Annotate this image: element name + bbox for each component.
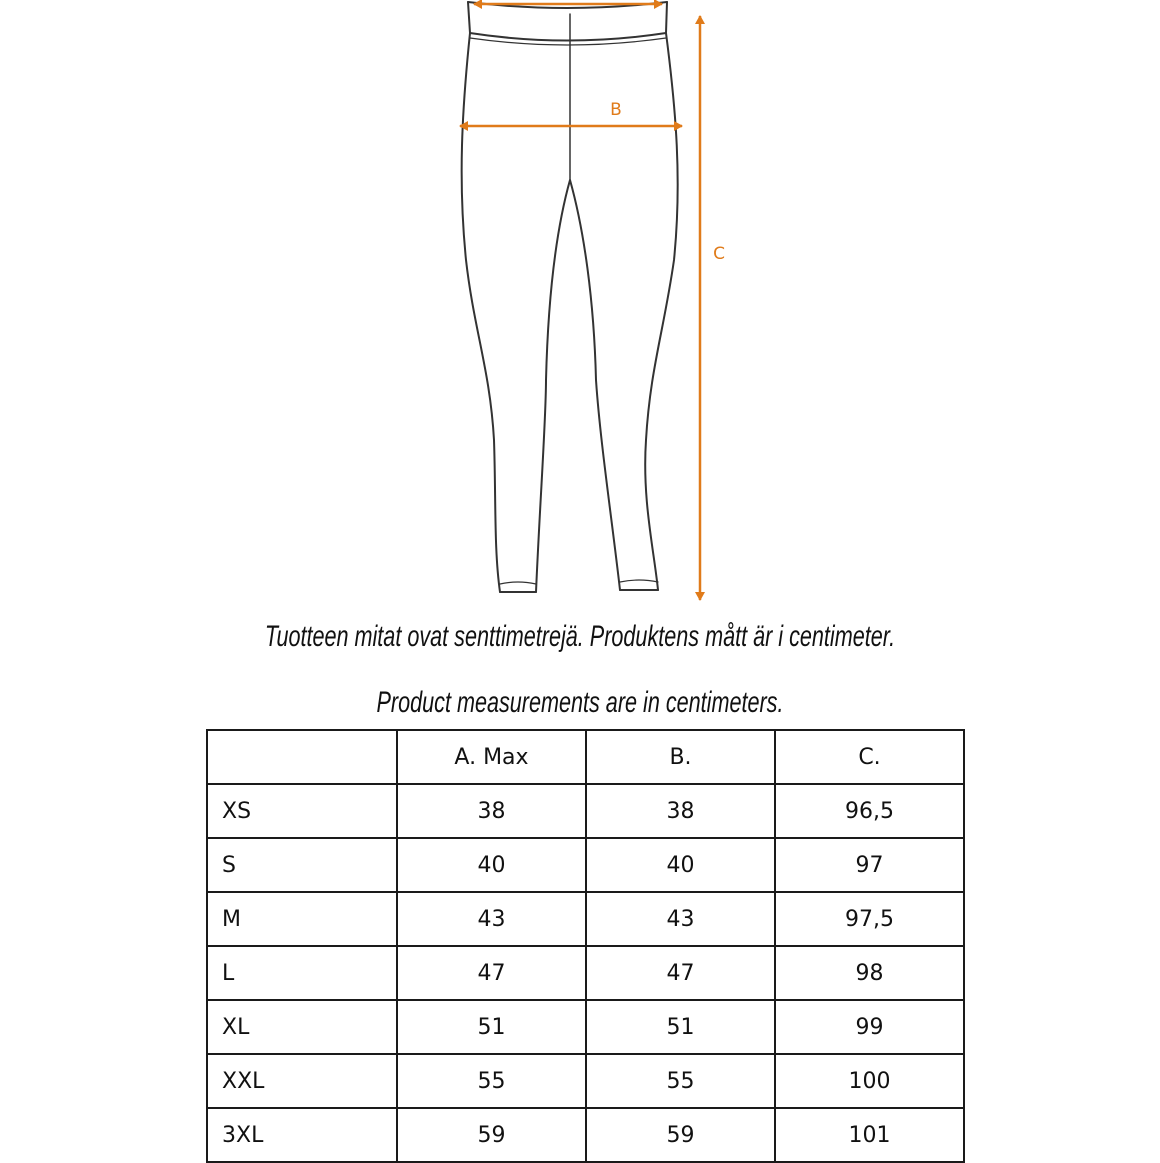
table-row [207, 1054, 964, 1108]
table-row [207, 892, 964, 946]
left-leg-outline [462, 2, 500, 592]
table-row [207, 1000, 964, 1054]
waistband-seam [470, 33, 666, 41]
header-c: C. [775, 730, 964, 784]
header-a-max: A. Max [397, 730, 586, 784]
value-b: 51 [586, 1000, 775, 1054]
value-a: 59 [397, 1108, 586, 1162]
table-row [207, 1108, 964, 1162]
header-b: B. [586, 730, 775, 784]
measurement-b-label: B [610, 100, 622, 120]
value-b: 59 [586, 1108, 775, 1162]
value-c: 98 [775, 946, 964, 1000]
size-cell: L [207, 946, 397, 1000]
right-leg-outline [645, 2, 678, 590]
note-units-fi-sv: Tuotteen mitat ovat senttimetrejä. Produktens mått är i centimeter. [264, 620, 896, 653]
value-c: 97,5 [775, 892, 964, 946]
value-c: 100 [775, 1054, 964, 1108]
waistband-seam-inner [470, 38, 666, 45]
left-ankle-seam [500, 582, 536, 584]
value-a: 40 [397, 838, 586, 892]
header-size [207, 730, 397, 784]
value-c: 101 [775, 1108, 964, 1162]
value-b: 40 [586, 838, 775, 892]
measurement-c-label: C [713, 244, 725, 264]
value-a: 38 [397, 784, 586, 838]
measurement-b [460, 100, 682, 126]
size-table [206, 729, 965, 1163]
size-cell: M [207, 892, 397, 946]
right-ankle-seam [620, 580, 658, 582]
inner-leg-outline [536, 180, 620, 592]
value-a: 55 [397, 1054, 586, 1108]
value-c: 99 [775, 1000, 964, 1054]
size-cell: 3XL [207, 1108, 397, 1162]
measurement-c [700, 16, 725, 600]
table-header-row [207, 730, 964, 784]
value-a: 47 [397, 946, 586, 1000]
size-cell: XXL [207, 1054, 397, 1108]
value-b: 43 [586, 892, 775, 946]
size-cell: S [207, 838, 397, 892]
size-cell: XL [207, 1000, 397, 1054]
size-cell: XS [207, 784, 397, 838]
value-c: 96,5 [775, 784, 964, 838]
table-row [207, 946, 964, 1000]
value-a: 51 [397, 1000, 586, 1054]
note-units-en: Product measurements are in centimeters. [376, 686, 784, 719]
value-b: 38 [586, 784, 775, 838]
table-row [207, 784, 964, 838]
value-a: 43 [397, 892, 586, 946]
value-b: 47 [586, 946, 775, 1000]
leggings-outline [462, 2, 678, 592]
value-b: 55 [586, 1054, 775, 1108]
value-c: 97 [775, 838, 964, 892]
table-row [207, 838, 964, 892]
